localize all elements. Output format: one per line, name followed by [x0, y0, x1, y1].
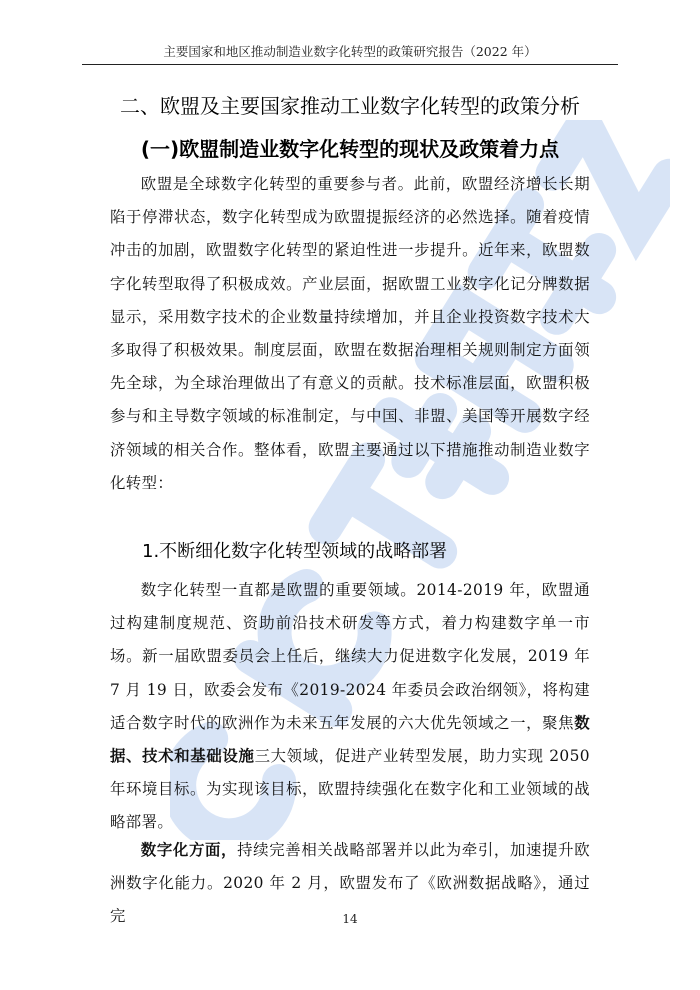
paragraph-strategy-text: 数字化转型一直都是欧盟的重要领域。2014-2019 年，欧盟通过构建制度规范、资助前沿技术研发等方式，着力构建数字单一市场。新一届欧盟委员会上任后，继续大力促进数字化发展，2019 年 7 月 19 日，欧委会发布《2019-2024 年委员会政治纲领》，将构建适合数字时代的欧洲作为未来五年发展的六大优先领域之一，聚焦	[110, 581, 590, 732]
header-rule	[82, 64, 618, 65]
paragraph-strategy	[110, 574, 590, 840]
heading-strategy: 1.不断细化数字化转型领域的战略部署	[142, 541, 448, 562]
paragraph-strategy-bold: 数据、技术和基础设施	[110, 713, 590, 766]
paragraph-digital-bold: 数字化方面，	[140, 841, 238, 859]
paragraph-strategy-text-2: 三大领域，促进产业转型发展，助力实现 2050 年环境目标。为实现该目标，欧盟持续强化在数字化和工业领域的战略部署。	[110, 747, 590, 832]
page-number: 14	[342, 912, 358, 926]
paragraph-intro: 欧盟是全球数字化转型的重要参与者。此前，欧盟经济增长长期陷于停滞状态，数字化转型成为欧盟提振经济的必然选择。随着疫情冲击的加剧，欧盟数字化转型的紧迫性进一步提升。近年来，欧盟数字化转型取得了积极成效。产业层面，据欧盟工业数字化记分牌数据显示，采用数字技术的企业数量持续增加，并且企业投资数字技术大多取得了积极效果。制度层面，欧盟在数据治理相关规则制定方面领先全球，为全球治理做出了有意义的贡献。技术标准层面，欧盟积极参与和主导数字领域的标准制定，与中国、非盟、美国等开展数字经济领域的相关合作。整体看，欧盟主要通过以下措施推动制造业数字化转型：	[110, 175, 590, 492]
subsection-title: (一)欧盟制造业数字化转型的现状及政策着力点	[140, 137, 560, 161]
paragraph-digital-text: 持续完善相关战略部署并以此为牵引，加速提升欧洲数字化能力。2020 年 2 月，欧盟发布了《欧洲数据战略》，通过完	[110, 841, 590, 926]
section-title: 二、欧盟及主要国家推动工业数字化转型的政策分析	[120, 94, 580, 118]
running-header: 主要国家和地区推动制造业数字化转型的政策研究报告（2022 年）	[163, 44, 537, 59]
